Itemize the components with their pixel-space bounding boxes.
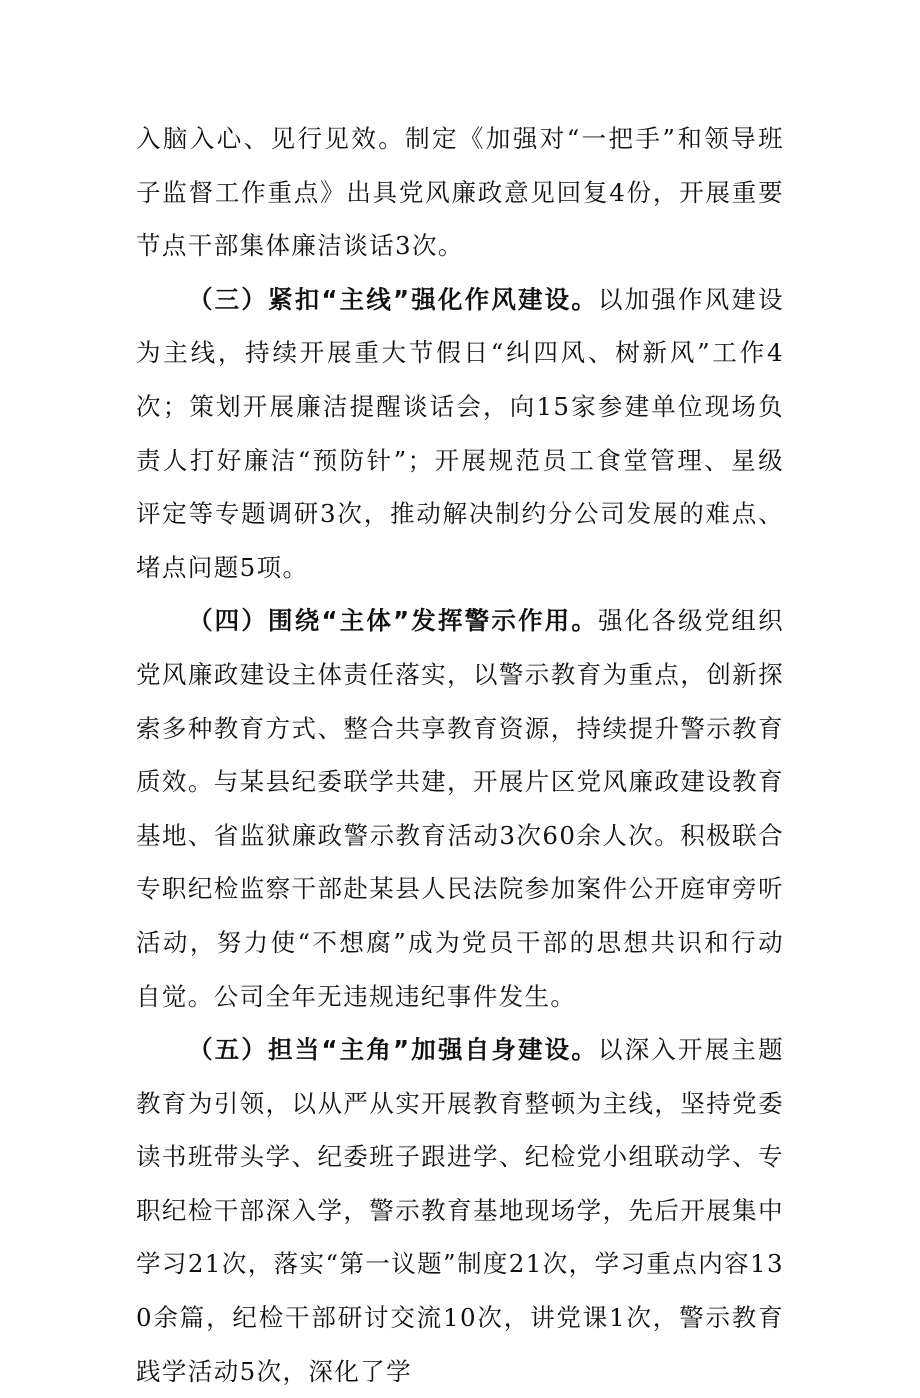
paragraph-2 <box>136 273 784 595</box>
paragraph-2-text: 以加强作风建设为主线，持续开展重大节假日“纠四风、树新风”工作4次；策划开展廉洁提醒谈话会，向15家参建单位现场负责人打好廉洁“预防针”；开展规范员工食堂管理、星级评定等专题调研3次，推动解决制约分公司发展的难点、堵点问题5项。 <box>136 284 784 582</box>
paragraph-4 <box>136 1023 784 1398</box>
paragraph-4-heading: （五）担当“主角”加强自身建设。 <box>188 1035 599 1065</box>
paragraph-3-text: 强化各级党组织党风廉政建设主体责任落实，以警示教育为重点，创新探索多种教育方式、整合共享教育资源，持续提升警示教育质效。与某县纪委联学共建，开展片区党风廉政建设教育基地、省监狱廉政警示教育活动3次60余人次。积极联合专职纪检监察干部赴某县人民法院参加案件公开庭审旁听活动，努力使“不想腐”成为党员干部的思想共识和行动自觉。公司全年无违规违纪事件发生。 <box>136 606 784 1011</box>
paragraph-1 <box>136 112 784 273</box>
document-page <box>136 112 784 1398</box>
paragraph-3-heading: （四）围绕“主体”发挥警示作用。 <box>188 606 599 636</box>
paragraph-2-heading: （三）紧扣“主线”强化作风建设。 <box>188 284 599 314</box>
paragraph-4-text: 以深入开展主题教育为引领，以从严从实开展教育整顿为主线，坚持党委读书班带头学、纪委班子跟进学、纪检党小组联动学、专职纪检干部深入学，警示教育基地现场学，先后开展集中学习21次，落实“第一议题”制度21次，学习重点内容130余篇，纪检干部研讨交流10次，讲党课1次，警示教育践学活动5次，深化了学 <box>136 1035 784 1386</box>
paragraph-1-text: 入脑入心、见行见效。制定《加强对“一把手”和领导班子监督工作重点》出具党风廉政意见回复4份，开展重要节点干部集体廉洁谈话3次。 <box>136 124 784 261</box>
paragraph-3 <box>136 594 784 1023</box>
